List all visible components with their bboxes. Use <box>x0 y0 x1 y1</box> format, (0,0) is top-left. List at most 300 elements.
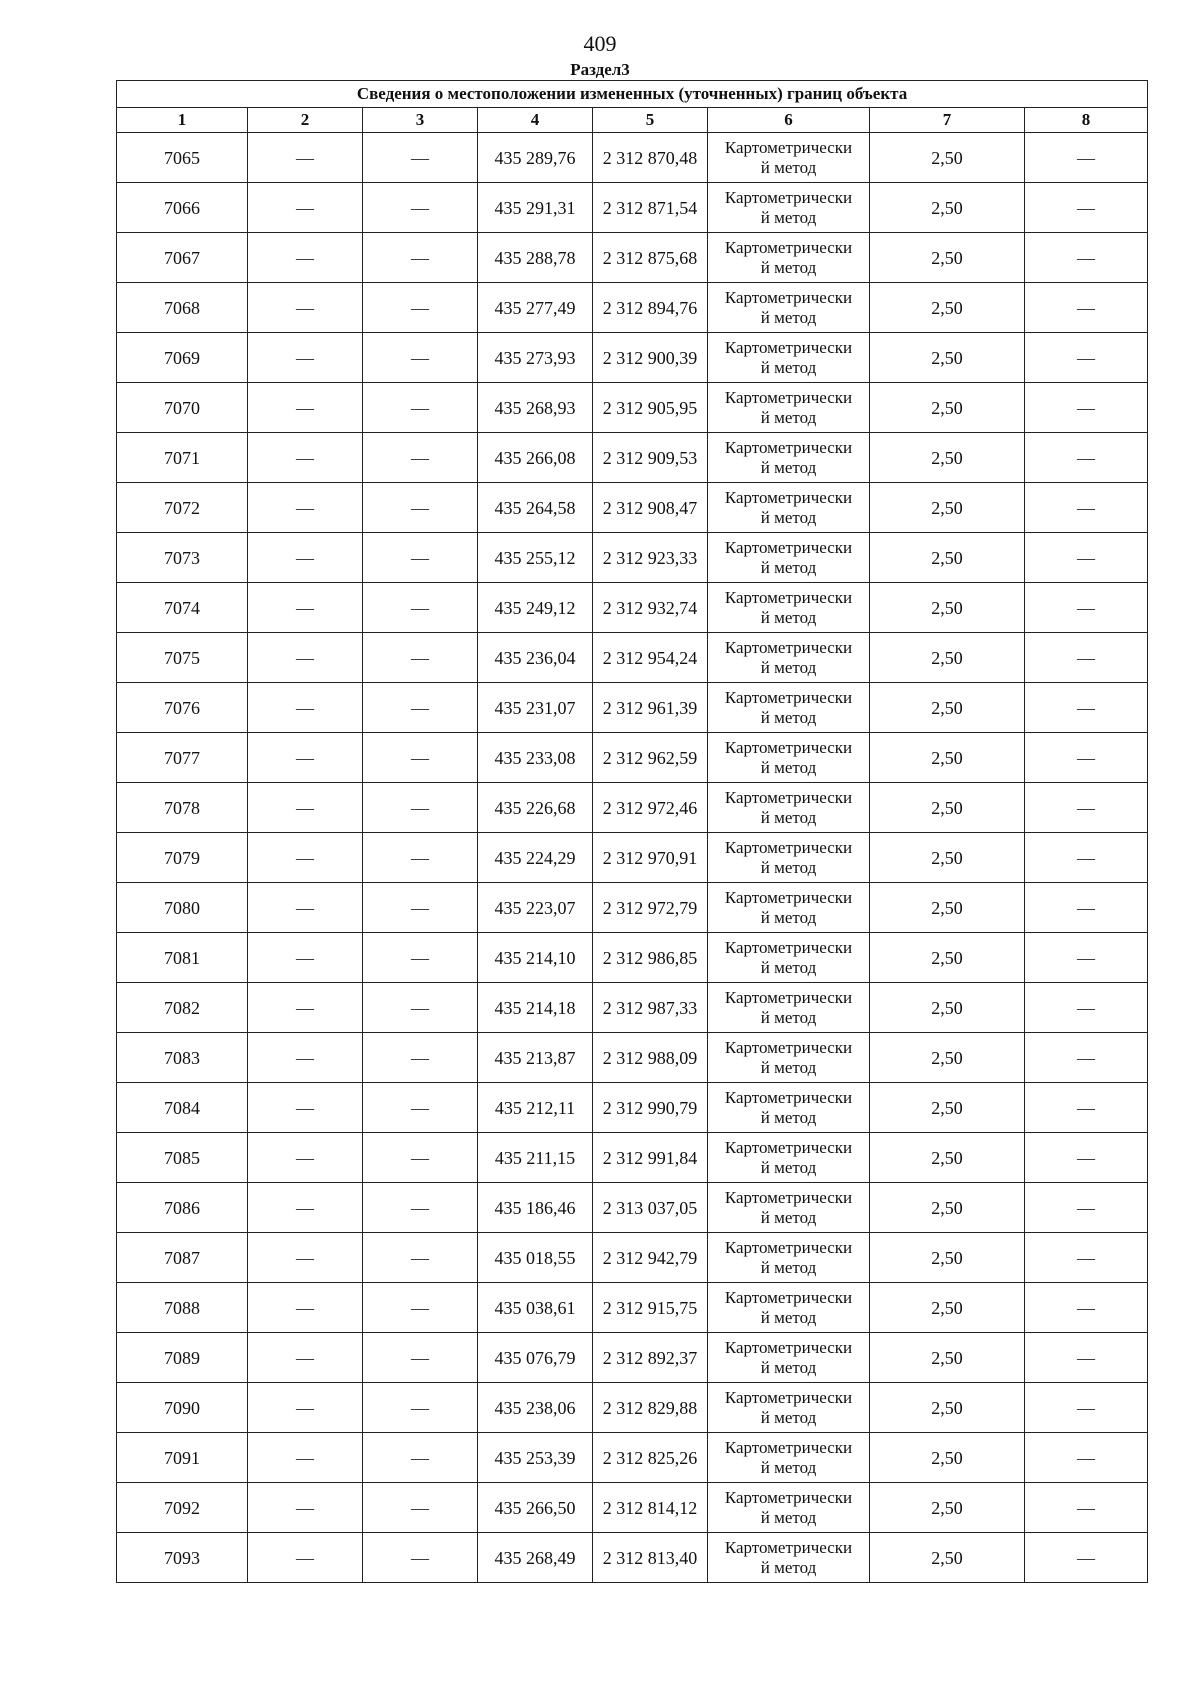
method-line1: Картометрически <box>724 1437 853 1457</box>
method-line2: й метод <box>760 457 817 477</box>
coordinate-x-cell: 435 236,04 <box>478 633 593 683</box>
accuracy-cell: 2,50 <box>870 133 1025 183</box>
method-line2: й метод <box>760 1357 817 1377</box>
table-row <box>117 1233 1148 1283</box>
coordinate-y-cell: 2 312 942,79 <box>593 1233 708 1283</box>
method-line1: Картометрически <box>724 237 853 257</box>
coordinate-x-cell: 435 288,78 <box>478 233 593 283</box>
method-cell <box>708 883 870 933</box>
accuracy-cell: 2,50 <box>870 783 1025 833</box>
page-number: 409 <box>583 31 617 56</box>
cell-col2: — <box>248 283 363 333</box>
method-cell <box>708 183 870 233</box>
column-number: 6 <box>708 108 870 133</box>
method-line2: й метод <box>760 1107 817 1127</box>
coordinate-x-cell: 435 018,55 <box>478 1233 593 1283</box>
cell-col2: — <box>248 433 363 483</box>
method-line2: й метод <box>760 757 817 777</box>
method-cell <box>708 433 870 483</box>
method-line1: Картометрически <box>724 737 853 757</box>
cell-col3: — <box>363 1383 478 1433</box>
point-number-cell: 7087 <box>117 1233 248 1283</box>
method-line1: Картометрически <box>724 837 853 857</box>
accuracy-cell: 2,50 <box>870 983 1025 1033</box>
cell-col2: — <box>248 483 363 533</box>
method-cell <box>708 583 870 633</box>
accuracy-cell: 2,50 <box>870 333 1025 383</box>
coordinate-y-cell: 2 312 870,48 <box>593 133 708 183</box>
method-line1: Картометрически <box>724 437 853 457</box>
table-row <box>117 933 1148 983</box>
method-cell <box>708 1133 870 1183</box>
point-number-cell: 7072 <box>117 483 248 533</box>
cell-col3: — <box>363 933 478 983</box>
cell-col8: — <box>1025 1433 1148 1483</box>
method-cell <box>708 733 870 783</box>
coordinate-x-cell: 435 277,49 <box>478 283 593 333</box>
coordinate-y-cell: 2 312 932,74 <box>593 583 708 633</box>
coordinate-y-cell: 2 312 829,88 <box>593 1383 708 1433</box>
section-title: Раздел3 <box>570 60 630 79</box>
method-cell <box>708 533 870 583</box>
column-number: 7 <box>870 108 1025 133</box>
method-line2: й метод <box>760 307 817 327</box>
method-line2: й метод <box>760 557 817 577</box>
accuracy-cell: 2,50 <box>870 233 1025 283</box>
coordinate-x-cell: 435 249,12 <box>478 583 593 633</box>
coordinate-y-cell: 2 312 894,76 <box>593 283 708 333</box>
method-line2: й метод <box>760 1307 817 1327</box>
column-number: 1 <box>117 108 248 133</box>
method-line1: Картометрически <box>724 787 853 807</box>
cell-col3: — <box>363 533 478 583</box>
table-row <box>117 1383 1148 1433</box>
point-number-cell: 7081 <box>117 933 248 983</box>
method-line2: й метод <box>760 857 817 877</box>
method-cell <box>708 933 870 983</box>
point-number-cell: 7089 <box>117 1333 248 1383</box>
column-number: 5 <box>593 108 708 133</box>
method-line1: Картометрически <box>724 1287 853 1307</box>
point-number-cell: 7084 <box>117 1083 248 1133</box>
coordinate-y-cell: 2 312 905,95 <box>593 383 708 433</box>
method-line1: Картометрически <box>724 537 853 557</box>
method-line2: й метод <box>760 1507 817 1527</box>
cell-col8: — <box>1025 983 1148 1033</box>
table-row <box>117 833 1148 883</box>
point-number-cell: 7065 <box>117 133 248 183</box>
accuracy-cell: 2,50 <box>870 483 1025 533</box>
table-row <box>117 1433 1148 1483</box>
cell-col8: — <box>1025 733 1148 783</box>
point-number-cell: 7082 <box>117 983 248 1033</box>
table-row <box>117 183 1148 233</box>
coordinate-x-cell: 435 266,08 <box>478 433 593 483</box>
coordinate-x-cell: 435 264,58 <box>478 483 593 533</box>
coordinate-x-cell: 435 226,68 <box>478 783 593 833</box>
cell-col2: — <box>248 983 363 1033</box>
cell-col8: — <box>1025 1333 1148 1383</box>
coordinate-x-cell: 435 255,12 <box>478 533 593 583</box>
cell-col3: — <box>363 883 478 933</box>
method-line1: Картометрически <box>724 1137 853 1157</box>
method-line1: Картометрически <box>724 1487 853 1507</box>
cell-col2: — <box>248 833 363 883</box>
cell-col8: — <box>1025 933 1148 983</box>
cell-col3: — <box>363 633 478 683</box>
coordinate-y-cell: 2 313 037,05 <box>593 1183 708 1233</box>
cell-col8: — <box>1025 633 1148 683</box>
accuracy-cell: 2,50 <box>870 183 1025 233</box>
coordinate-x-cell: 435 268,93 <box>478 383 593 433</box>
cell-col2: — <box>248 1183 363 1233</box>
point-number-cell: 7076 <box>117 683 248 733</box>
coordinate-x-cell: 435 214,10 <box>478 933 593 983</box>
method-line1: Картометрически <box>724 137 853 157</box>
method-line2: й метод <box>760 907 817 927</box>
accuracy-cell: 2,50 <box>870 683 1025 733</box>
point-number-cell: 7075 <box>117 633 248 683</box>
point-number-cell: 7090 <box>117 1383 248 1433</box>
coordinate-x-cell: 435 273,93 <box>478 333 593 383</box>
method-line2: й метод <box>760 157 817 177</box>
coordinate-y-cell: 2 312 962,59 <box>593 733 708 783</box>
cell-col8: — <box>1025 833 1148 883</box>
accuracy-cell: 2,50 <box>870 383 1025 433</box>
cell-col3: — <box>363 183 478 233</box>
cell-col2: — <box>248 1333 363 1383</box>
accuracy-cell: 2,50 <box>870 1533 1025 1583</box>
method-cell <box>708 683 870 733</box>
coordinate-y-cell: 2 312 923,33 <box>593 533 708 583</box>
point-number-cell: 7079 <box>117 833 248 883</box>
point-number-cell: 7091 <box>117 1433 248 1483</box>
cell-col8: — <box>1025 783 1148 833</box>
cell-col2: — <box>248 1383 363 1433</box>
method-cell <box>708 633 870 683</box>
method-line2: й метод <box>760 607 817 627</box>
cell-col3: — <box>363 1333 478 1383</box>
table-row <box>117 483 1148 533</box>
coordinate-x-cell: 435 253,39 <box>478 1433 593 1483</box>
method-cell <box>708 1533 870 1583</box>
cell-col3: — <box>363 1183 478 1233</box>
coordinate-x-cell: 435 291,31 <box>478 183 593 233</box>
cell-col8: — <box>1025 583 1148 633</box>
table-row <box>117 983 1148 1033</box>
cell-col2: — <box>248 933 363 983</box>
cell-col2: — <box>248 233 363 283</box>
method-line2: й метод <box>760 807 817 827</box>
cell-col3: — <box>363 1133 478 1183</box>
cell-col3: — <box>363 983 478 1033</box>
cell-col2: — <box>248 1033 363 1083</box>
coordinate-x-cell: 435 186,46 <box>478 1183 593 1233</box>
accuracy-cell: 2,50 <box>870 1133 1025 1183</box>
cell-col3: — <box>363 783 478 833</box>
point-number-cell: 7067 <box>117 233 248 283</box>
coordinate-x-cell: 435 223,07 <box>478 883 593 933</box>
point-number-cell: 7071 <box>117 433 248 483</box>
method-line1: Картометрически <box>724 1537 853 1557</box>
method-line2: й метод <box>760 1457 817 1477</box>
coordinate-x-cell: 435 212,11 <box>478 1083 593 1133</box>
cell-col8: — <box>1025 1133 1148 1183</box>
table-row <box>117 333 1148 383</box>
method-cell <box>708 383 870 433</box>
accuracy-cell: 2,50 <box>870 1483 1025 1533</box>
method-line2: й метод <box>760 357 817 377</box>
method-cell <box>708 1083 870 1133</box>
cell-col2: — <box>248 1433 363 1483</box>
accuracy-cell: 2,50 <box>870 1333 1025 1383</box>
column-number: 4 <box>478 108 593 133</box>
point-number-cell: 7083 <box>117 1033 248 1083</box>
coordinate-y-cell: 2 312 813,40 <box>593 1533 708 1583</box>
point-number-cell: 7074 <box>117 583 248 633</box>
point-number-cell: 7092 <box>117 1483 248 1533</box>
cell-col3: — <box>363 833 478 883</box>
method-cell <box>708 1483 870 1533</box>
cell-col3: — <box>363 433 478 483</box>
point-number-cell: 7086 <box>117 1183 248 1233</box>
table-row <box>117 683 1148 733</box>
cell-col3: — <box>363 583 478 633</box>
method-line1: Картометрически <box>724 187 853 207</box>
cell-col8: — <box>1025 1033 1148 1083</box>
cell-col2: — <box>248 533 363 583</box>
point-number-cell: 7068 <box>117 283 248 333</box>
point-number-cell: 7070 <box>117 383 248 433</box>
table-row <box>117 1283 1148 1333</box>
method-line2: й метод <box>760 1057 817 1077</box>
cell-col8: — <box>1025 333 1148 383</box>
cell-col2: — <box>248 1133 363 1183</box>
point-number-cell: 7069 <box>117 333 248 383</box>
column-number-row <box>117 108 1148 133</box>
accuracy-cell: 2,50 <box>870 583 1025 633</box>
accuracy-cell: 2,50 <box>870 283 1025 333</box>
method-cell <box>708 983 870 1033</box>
cell-col2: — <box>248 1233 363 1283</box>
accuracy-cell: 2,50 <box>870 1383 1025 1433</box>
coordinate-y-cell: 2 312 892,37 <box>593 1333 708 1383</box>
table-row <box>117 533 1148 583</box>
table-row <box>117 233 1148 283</box>
method-line2: й метод <box>760 707 817 727</box>
table-row <box>117 783 1148 833</box>
cell-col3: — <box>363 1233 478 1283</box>
method-cell <box>708 1283 870 1333</box>
cell-col8: — <box>1025 1233 1148 1283</box>
accuracy-cell: 2,50 <box>870 1233 1025 1283</box>
method-line1: Картометрически <box>724 1187 853 1207</box>
coordinate-y-cell: 2 312 972,46 <box>593 783 708 833</box>
point-number-cell: 7088 <box>117 1283 248 1333</box>
accuracy-cell: 2,50 <box>870 1083 1025 1133</box>
cell-col3: — <box>363 1483 478 1533</box>
cell-col3: — <box>363 1533 478 1583</box>
method-line1: Картометрически <box>724 987 853 1007</box>
method-line2: й метод <box>760 1157 817 1177</box>
cell-col3: — <box>363 383 478 433</box>
cell-col8: — <box>1025 1183 1148 1233</box>
point-number-cell: 7085 <box>117 1133 248 1183</box>
cell-col8: — <box>1025 483 1148 533</box>
method-line2: й метод <box>760 1207 817 1227</box>
cell-col2: — <box>248 1083 363 1133</box>
coordinate-y-cell: 2 312 814,12 <box>593 1483 708 1533</box>
coordinate-y-cell: 2 312 970,91 <box>593 833 708 883</box>
method-cell <box>708 133 870 183</box>
table-row <box>117 433 1148 483</box>
method-cell <box>708 1433 870 1483</box>
table-row <box>117 633 1148 683</box>
coordinate-x-cell: 435 238,06 <box>478 1383 593 1433</box>
coordinate-x-cell: 435 038,61 <box>478 1283 593 1333</box>
cell-col8: — <box>1025 1283 1148 1333</box>
coordinate-y-cell: 2 312 915,75 <box>593 1283 708 1333</box>
point-number-cell: 7077 <box>117 733 248 783</box>
cell-col8: — <box>1025 433 1148 483</box>
cell-col3: — <box>363 1033 478 1083</box>
accuracy-cell: 2,50 <box>870 433 1025 483</box>
coordinate-y-cell: 2 312 988,09 <box>593 1033 708 1083</box>
method-line2: й метод <box>760 1407 817 1427</box>
cell-col8: — <box>1025 1083 1148 1133</box>
accuracy-cell: 2,50 <box>870 1283 1025 1333</box>
method-line1: Картометрически <box>724 1387 853 1407</box>
cell-col2: — <box>248 683 363 733</box>
method-line2: й метод <box>760 207 817 227</box>
method-cell <box>708 333 870 383</box>
table-row <box>117 883 1148 933</box>
accuracy-cell: 2,50 <box>870 833 1025 883</box>
coordinate-y-cell: 2 312 825,26 <box>593 1433 708 1483</box>
accuracy-cell: 2,50 <box>870 1433 1025 1483</box>
cell-col8: — <box>1025 133 1148 183</box>
method-line1: Картометрически <box>724 1337 853 1357</box>
table-row <box>117 1483 1148 1533</box>
column-number: 3 <box>363 108 478 133</box>
coordinate-y-cell: 2 312 986,85 <box>593 933 708 983</box>
cell-col3: — <box>363 333 478 383</box>
method-line1: Картометрически <box>724 1037 853 1057</box>
method-line1: Картометрически <box>724 937 853 957</box>
coordinate-x-cell: 435 211,15 <box>478 1133 593 1183</box>
method-line1: Картометрически <box>724 337 853 357</box>
cell-col8: — <box>1025 1533 1148 1583</box>
method-line2: й метод <box>760 407 817 427</box>
table-row <box>117 1083 1148 1133</box>
table-row <box>117 133 1148 183</box>
coordinate-y-cell: 2 312 875,68 <box>593 233 708 283</box>
coordinate-x-cell: 435 231,07 <box>478 683 593 733</box>
coordinate-y-cell: 2 312 987,33 <box>593 983 708 1033</box>
cell-col8: — <box>1025 283 1148 333</box>
table-row <box>117 583 1148 633</box>
cell-col3: — <box>363 233 478 283</box>
coordinate-y-cell: 2 312 900,39 <box>593 333 708 383</box>
method-line2: й метод <box>760 1007 817 1027</box>
table-row <box>117 733 1148 783</box>
table-caption: Сведения о местоположении измененных (уточненных) границ объекта <box>117 81 1148 108</box>
coordinate-x-cell: 435 076,79 <box>478 1333 593 1383</box>
cell-col2: — <box>248 1533 363 1583</box>
cell-col3: — <box>363 1083 478 1133</box>
coordinate-y-cell: 2 312 871,54 <box>593 183 708 233</box>
table-row <box>117 383 1148 433</box>
cell-col2: — <box>248 783 363 833</box>
cell-col3: — <box>363 283 478 333</box>
cell-col8: — <box>1025 1383 1148 1433</box>
cell-col8: — <box>1025 683 1148 733</box>
point-number-cell: 7073 <box>117 533 248 583</box>
cell-col8: — <box>1025 383 1148 433</box>
accuracy-cell: 2,50 <box>870 733 1025 783</box>
cell-col3: — <box>363 683 478 733</box>
coordinate-y-cell: 2 312 909,53 <box>593 433 708 483</box>
cell-col3: — <box>363 733 478 783</box>
method-line1: Картометрически <box>724 1237 853 1257</box>
method-line2: й метод <box>760 657 817 677</box>
method-cell <box>708 1233 870 1283</box>
coordinate-x-cell: 435 214,18 <box>478 983 593 1033</box>
cell-col2: — <box>248 733 363 783</box>
method-line2: й метод <box>760 257 817 277</box>
table-row <box>117 1133 1148 1183</box>
point-number-cell: 7080 <box>117 883 248 933</box>
table-row <box>117 1033 1148 1083</box>
table-caption-row <box>117 81 1148 108</box>
cell-col8: — <box>1025 883 1148 933</box>
cell-col3: — <box>363 133 478 183</box>
cell-col2: — <box>248 333 363 383</box>
coordinate-x-cell: 435 233,08 <box>478 733 593 783</box>
accuracy-cell: 2,50 <box>870 1033 1025 1083</box>
column-number: 8 <box>1025 108 1148 133</box>
table-row <box>117 283 1148 333</box>
coordinate-x-cell: 435 289,76 <box>478 133 593 183</box>
method-line1: Картометрически <box>724 887 853 907</box>
point-number-cell: 7066 <box>117 183 248 233</box>
cell-col2: — <box>248 383 363 433</box>
coordinate-y-cell: 2 312 954,24 <box>593 633 708 683</box>
cell-col8: — <box>1025 183 1148 233</box>
method-line1: Картометрически <box>724 487 853 507</box>
method-line1: Картометрически <box>724 1087 853 1107</box>
cell-col2: — <box>248 133 363 183</box>
cell-col8: — <box>1025 233 1148 283</box>
coordinate-y-cell: 2 312 961,39 <box>593 683 708 733</box>
method-line1: Картометрически <box>724 637 853 657</box>
method-cell <box>708 1033 870 1083</box>
accuracy-cell: 2,50 <box>870 883 1025 933</box>
cell-col3: — <box>363 1433 478 1483</box>
table-row <box>117 1533 1148 1583</box>
method-line2: й метод <box>760 1557 817 1577</box>
method-line1: Картометрически <box>724 387 853 407</box>
coordinate-y-cell: 2 312 990,79 <box>593 1083 708 1133</box>
table-row <box>117 1333 1148 1383</box>
accuracy-cell: 2,50 <box>870 633 1025 683</box>
accuracy-cell: 2,50 <box>870 1183 1025 1233</box>
column-number: 2 <box>248 108 363 133</box>
point-number-cell: 7078 <box>117 783 248 833</box>
coordinate-y-cell: 2 312 972,79 <box>593 883 708 933</box>
method-cell <box>708 783 870 833</box>
method-cell <box>708 233 870 283</box>
